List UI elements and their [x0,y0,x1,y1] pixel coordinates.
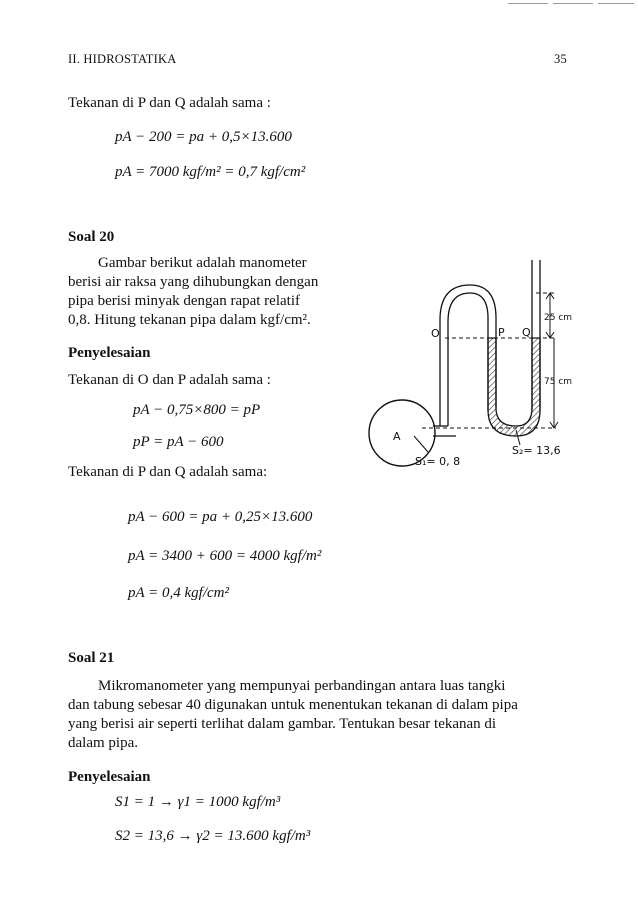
intro-text: Tekanan di P dan Q adalah sama : [68,95,271,111]
equation-5: pA − 600 = pa + 0,25×13.600 [128,509,313,525]
page-number: 35 [554,52,567,66]
label-s2: S₂= 13,6 [512,444,561,457]
soal-20-title: Soal 20 [68,229,115,245]
dimension-25cm: 25 cm [544,313,573,323]
soal-20-paragraph [68,254,360,330]
soal-20-line-3: pipa berisi minyak dengan rapat relatif [68,293,300,309]
manometer-figure [360,250,600,490]
header-rule-3 [598,3,634,4]
soal-21-line-2: dan tabung sebesar 40 digunakan untuk menentukan tekanan di dalam pipa [68,697,518,713]
soal-21-solution-title: Penyelesaian [68,769,151,785]
running-header: II. HIDROSTATIKA [68,52,177,66]
equation-1: pA − 200 = pa + 0,5×13.600 [115,129,292,145]
header-rule-2 [553,3,593,4]
soal-20-line-2: berisi air raksa yang dihubungkan dengan [68,274,319,290]
label-a: A [393,430,401,443]
soal-21-title: Soal 21 [68,650,115,666]
soal-20-line-1: Gambar berikut adalah manometer [98,255,307,271]
label-o: O [431,327,440,340]
equation-8: S1 = 1 → γ1 = 1000 kgf/m³ [115,794,281,810]
soal-21-line-1: Mikromanometer yang mempunyai perbandingan antara luas tangki [98,678,506,694]
dimension-75cm: 75 cm [544,377,573,387]
equation-9: S2 = 13,6 → γ2 = 13.600 kgf/m³ [115,828,311,844]
equation-3: pA − 0,75×800 = pP [133,402,261,418]
soal-21-line-3: yang berisi air seperti terlihat dalam gambar. Tentukan besar tekanan di [68,716,497,732]
soal-20-line-4: 0,8. Hitung tekanan pipa dalam kgf/cm². [68,312,311,328]
soal-21-line-4: dalam pipa. [68,735,138,751]
soal-21-paragraph [68,677,578,753]
label-p: P [498,326,505,339]
header-rule-1 [508,3,548,4]
label-q: Q [522,326,531,339]
soal-20-solution-title: Penyelesaian [68,345,151,361]
equation-2: pA = 7000 kgf/m² = 0,7 kgf/cm² [115,164,306,180]
equation-7: pA = 0,4 kgf/cm² [128,585,229,601]
label-s1: S₁= 0, 8 [415,455,461,468]
equation-6: pA = 3400 + 600 = 4000 kgf/m² [128,548,322,564]
equation-4: pP = pA − 600 [133,434,224,450]
soal-20-o-p-text: Tekanan di O dan P adalah sama : [68,372,271,388]
soal-20-p-q-text: Tekanan di P dan Q adalah sama: [68,464,268,480]
